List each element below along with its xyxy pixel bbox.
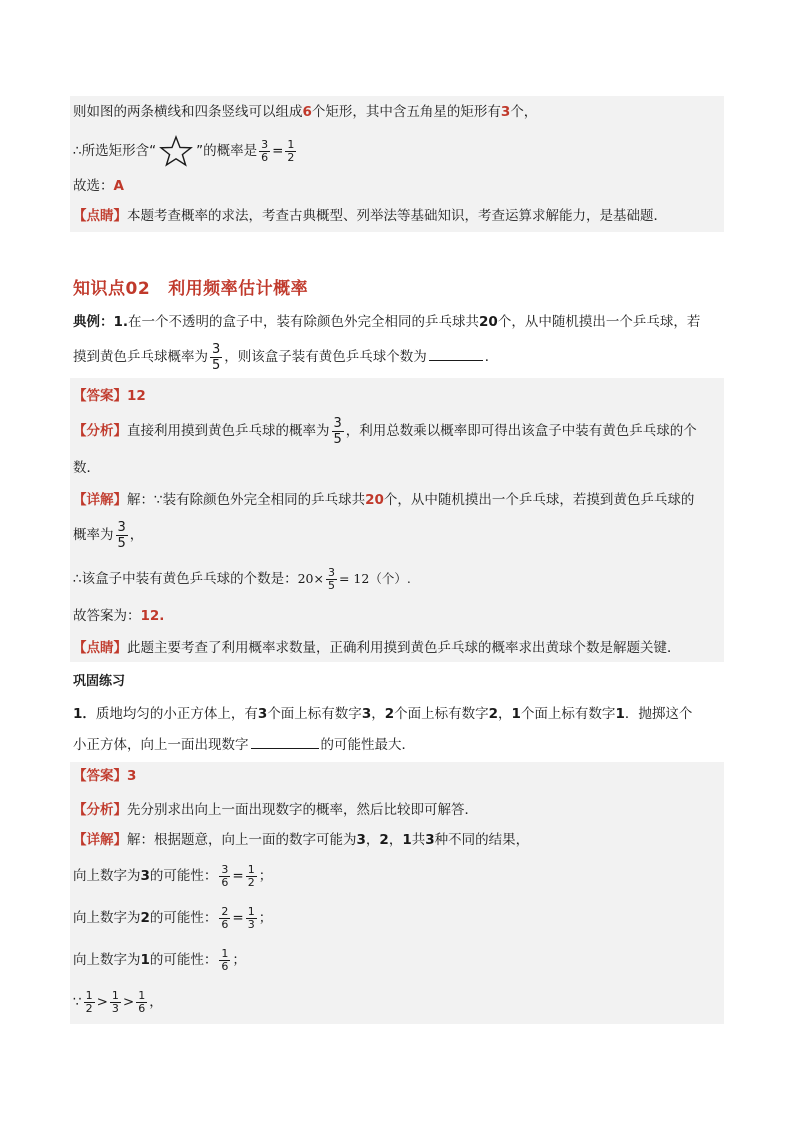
fraction: $\frac{3}{5}$: [212, 341, 221, 373]
fraction: $\frac{2}{6}$: [221, 904, 229, 931]
practice-comparison: ∵ $\frac{1}{2}$ > $\frac{1}{3}$ > $\frac{1}{6}$ ，: [73, 988, 163, 1015]
solution-line-choice: 故选：A: [73, 178, 124, 194]
practice-prob-3: 向上数字为3的可能性： $\frac{3}{6}$ = $\frac{1}{2}$ ；: [73, 862, 273, 889]
example-final-answer: 故答案为：12.: [73, 608, 165, 624]
fraction: $\frac{1}{2}$: [247, 862, 255, 889]
example-detail-line-1: 【详解】解：∵装有除颜色外完全相同的乒乓球共20个，从中随机摸出一个乒乓球，若摸到黄色乒乓球的: [73, 492, 695, 508]
practice-analysis: 【分析】先分别求出向上一面出现数字的概率，然后比较即可解答．: [73, 802, 478, 818]
fraction: $\frac{3}{5}$: [333, 415, 342, 447]
fraction: $\frac{3}{5}$: [117, 519, 126, 551]
fraction: $\frac{1}{6}$: [138, 988, 146, 1015]
example-analysis-line-2: 数．: [73, 460, 100, 476]
fraction: $\frac{3}{6}$: [261, 137, 269, 164]
example-question-line-1: 典例：1.在一个不透明的盒子中，装有除颜色外完全相同的乒乓球共20个，从中随机摸出一个乒乓球，若: [73, 314, 701, 330]
section-heading: 知识点02 利用频率估计概率: [73, 279, 309, 299]
example-calculation: ∴该盒子中装有黄色乒乓球的个数是：20× $\frac{3}{5}$ = 12（个）.: [73, 565, 411, 592]
fraction: $\frac{1}{6}$: [221, 946, 229, 973]
solution-line-probability: ∴所选矩形含“ ”的概率是 $\frac{3}{6}$ = $\frac{1}{2}$: [73, 134, 721, 168]
practice-question-line-1: 1．质地均匀的小正方体上，有3个面上标有数字3，2个面上标有数字2，1个面上标有数字1．抛掷这个: [73, 706, 693, 722]
example-question-line-2: 摸到黄色乒乓球概率为 $\frac{3}{5}$ ，则该盒子装有黄色乒乓球个数为 ．: [73, 341, 499, 373]
star-icon: [158, 135, 194, 167]
fraction: $\frac{1}{2}$: [85, 988, 93, 1015]
practice-label: 巩固练习: [73, 674, 126, 689]
practice-answer: 【答案】3: [73, 768, 137, 784]
answer-blank: [251, 734, 319, 749]
example-answer: 【答案】12: [73, 388, 146, 404]
fraction: $\frac{1}{2}$: [287, 137, 295, 164]
fraction: $\frac{1}{3}$: [111, 988, 119, 1015]
answer-blank: [429, 346, 483, 361]
practice-question-line-2: 小正方体，向上一面出现数字 的可能性最大．: [73, 734, 721, 755]
example-analysis-line-1: 【分析】直接利用摸到黄色乒乓球的概率为 $\frac{3}{5}$ ，利用总数乘以概率即可得出该盒子中装有黄色乒乓球的个: [73, 415, 697, 447]
fraction: $\frac{3}{5}$: [327, 565, 335, 592]
practice-prob-1: 向上数字为1的可能性： $\frac{1}{6}$ ；: [73, 946, 246, 973]
example-comment: 【点睛】此题主要考查了利用概率求数量，正确利用摸到黄色乒乓球的概率求出黄球个数是解题关键．: [73, 640, 681, 656]
solution-line-comment: 【点睛】本题考查概率的求法，考查古典概型、列举法等基础知识，考查运算求解能力，是基础题．: [73, 208, 667, 224]
solution-line-rectangles: 则如图的两条横线和四条竖线可以组成6个矩形，其中含五角星的矩形有3个，: [73, 104, 538, 120]
fraction: $\frac{3}{6}$: [221, 862, 229, 889]
fraction: $\frac{1}{3}$: [247, 904, 255, 931]
practice-detail: 【详解】解：根据题意，向上一面的数字可能为3，2，1共3种不同的结果，: [73, 832, 530, 848]
example-detail-line-2: 概率为 $\frac{3}{5}$ ，: [73, 519, 144, 551]
practice-prob-2: 向上数字为2的可能性： $\frac{2}{6}$ = $\frac{1}{3}$ ；: [73, 904, 273, 931]
